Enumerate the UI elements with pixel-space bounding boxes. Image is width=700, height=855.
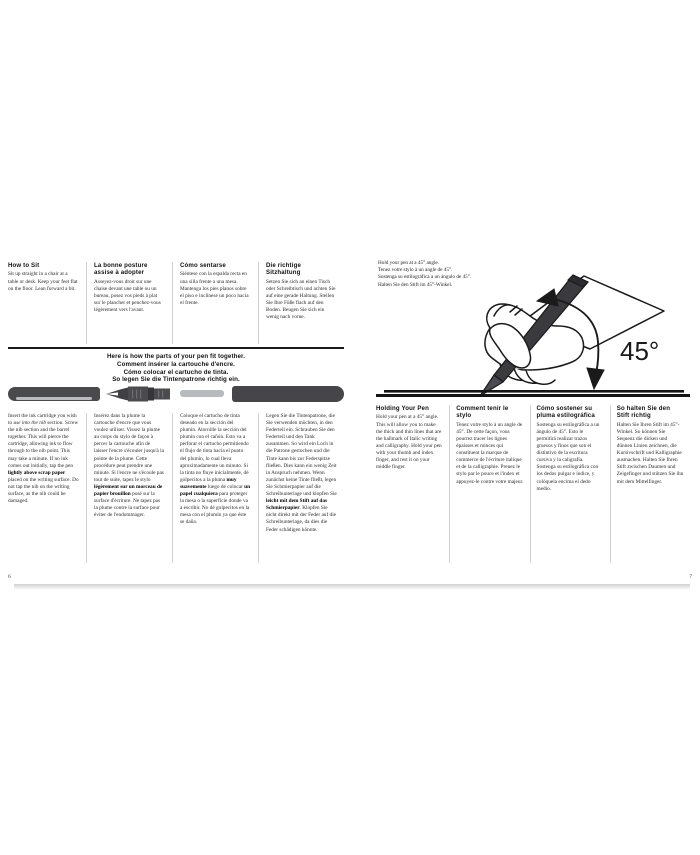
- column-body: Insérez dans la plume la cartouche d'encre que vous voulez utiliser. Vissez la plume au corps du stylo de façon à percer la cartouche afin de laisser l'encre s'écouler jusqu'à la pointe de la plume. Cette procédure peut prendre une minute. Si l'encre ne s'écoule pas tout de suite, tapez le stylo légèrement sur un morceau de papier brouillon posé sur la surface d'écriture. Ne tapez pas la plume contre la surface pour éviter de l'endommager.: [94, 413, 164, 519]
- pen-cap-band: [16, 397, 92, 400]
- parts-banner-line-es: Cómo colocar el cartucho de tinta.: [123, 368, 229, 376]
- ink-column-fr: [87, 413, 173, 563]
- column-body: Legen Sie die Tintenpatrone, die Sie verwenden möchten, in den Federteil ein. Schrauben Sie den Federteil und den Tank zusammen. So wird ein Loch in die Patrone gestochen und die Tinte kann bis zur Federspitze fließen. Dies kann ein wenig Zeit in Anspruch nehmen. Wenn zunächst keine Tinte fließt, legen Sie Schmierpapier auf die Schreibunterlage und klopfen Sie leicht mit dem Stift auf das Schmierpapier. Klopfen Sie nicht direkt mit der Feder auf die Schreibunterlage, da dies die Feder schädigen könnte.: [266, 413, 337, 533]
- parts-banner-heading: [8, 353, 344, 384]
- column-body: Siéntese con la espalda recta en una silla frente a una mesa. Mantenga los pies planos sobre el piso e inclínese un poco hacia el frente.: [180, 271, 249, 306]
- parts-banner-line-en: Here is how the parts of your pen fit together.: [106, 353, 246, 360]
- angle-caption: [378, 260, 538, 289]
- parts-banner-line-de: So legen Sie die Tintenpatrone richtig ein.: [112, 376, 240, 384]
- baseline-rule: [384, 390, 684, 393]
- column-heading: La bonne posture assise à adopter: [94, 262, 148, 277]
- spread-gutter: [352, 250, 366, 584]
- parts-banner-line-fr: Comment insérer la cartouche d'encre.: [117, 360, 235, 368]
- section-divider-rule: [8, 347, 344, 349]
- angle-caption-line-en: Hold your pen at a 45° angle.: [378, 260, 439, 266]
- column-body: Sostenga su estilográfica a un ángulo de 45°. Esto le permitirá realizar trazos gruesos y finos que son el distintivo de la escritura cursiva y la caligrafía. Sostenga su estilográfica con los dedos pulgar e índice, y colóquela encima el dedo medio.: [536, 421, 600, 492]
- column-heading: Cómo sostener su pluma estilográfica: [536, 405, 595, 420]
- ink-column-en: [8, 413, 87, 563]
- book-spread: [0, 250, 700, 590]
- spread-drop-shadow: [14, 583, 690, 590]
- how-to-sit-column-es: [173, 262, 259, 344]
- pen-exploded-diagram: [8, 383, 344, 405]
- column-body: Sit up straight in a chair at a table or desk. Keep your feet flat on the floor. Lean forward a bit.: [8, 271, 78, 292]
- holding-column-en: [376, 405, 450, 563]
- angle-label: 45°: [620, 336, 660, 366]
- how-to-sit-columns: [8, 262, 344, 344]
- column-body: Insert the ink cartridge you wish to use into the nib section. Screw the nib section and the barrel together. This will pierce the cartridge, allowing ink to flow through to the nib point. This may take a minute. If no ink comes out initially, tap the pen lightly above scrap paper placed on the writing surface. Do not tap the nib on the writing surface, as the nib could be damaged.: [8, 413, 79, 505]
- spread-pages: [0, 250, 700, 584]
- column-body: Asseyez-vous droit sur une chaise devant une table ou un bureau, posez vos pieds à plat sur le plancher et penchez-vous légèrement vers l'avant.: [94, 278, 161, 314]
- right-page: [366, 250, 700, 584]
- pen-nib-section-icon: [106, 385, 174, 403]
- how-to-sit-column-fr: [87, 262, 173, 344]
- pen-barrel-icon: [232, 386, 344, 402]
- column-body: Tenez votre stylo à un angle de 45°. De cette façon, vous pourrez tracer les lignes épaisses et minces qui constituent la marque de commerce de l'écriture italique et de la calligraphie. Prenez le stylo par le pouce et l'index et appuyez-le contre votre majeur.: [456, 421, 524, 485]
- section-divider-rule: [376, 394, 690, 397]
- page-number-right: 7: [689, 574, 692, 580]
- column-heading: Die richtige Sitzhaltung: [266, 262, 301, 277]
- holding-pen-columns: [376, 405, 690, 563]
- column-body: Coloque el cartucho de tinta deseado en la sección del plumín. Atornille la sección del plumín con el cañón. Esto va a perforar el cartucho permitiendo el flujo de tinta hacia el punto del plumín, lo cual lleva aproximadamente un minuto. Si la tinta no fluye inicialmente, dé golpecitos a la pluma muy suavemente luego de colocar un papel cualquiera para proteger la mesa o la superficie donde va a escribir. No dé golpecitos en la mesa con el plumín ya que éste se daña.: [180, 413, 251, 526]
- ink-column-de: [259, 413, 344, 563]
- column-heading: Holding Your Pen: [376, 405, 429, 412]
- page-number-left: 6: [8, 574, 11, 580]
- column-heading: Cómo sentarse: [180, 262, 226, 269]
- holding-column-de: [611, 405, 690, 563]
- column-body: Setzen Sie sich an einen Tisch oder Schreibtisch und achten Sie auf eine gerade Haltung. Stellen Sie Ihre Füße flach auf den Boden. Beugen Sie sich ein wenig nach vorne.: [266, 278, 336, 321]
- angle-caption-line-fr: Tenez votre stylo à un angle de 45°.: [378, 267, 453, 274]
- ink-cartridge-instruction-columns: [8, 413, 344, 563]
- pen-cap-icon: [8, 387, 100, 401]
- how-to-sit-column-de: [259, 262, 344, 344]
- ink-cartridge-icon: [180, 390, 224, 397]
- holding-column-fr: [450, 405, 530, 563]
- angle-caption-line-es: Sostenga su estilográfica a un ángulo de 45°.: [378, 274, 472, 281]
- column-body: Hold your pen at a 45° angle. This will allow you to make the thick and thin lines that are the hallmark of Italic writing and calligraphy. Hold your pen with your thumb and index finger, and rest it on your middle finger.: [376, 414, 442, 471]
- column-heading: How to Sit: [8, 262, 40, 269]
- column-body: Halten Sie Ihren Stift im 45°-Winkel. So können Sie Sequenz die dicken und dünnen Linien zeichnen, die Kursivschrift und Kalligraphie ausmachen. Halten Sie Ihren Stift zwischen Daumen und Zeigefinger und stützen Sie ihn mit dem Mittelfinger.: [616, 421, 684, 485]
- holding-column-es: [531, 405, 611, 563]
- angle-caption-line-de: Halten Sie den Stift im 45°-Winkel.: [378, 281, 453, 288]
- ink-column-es: [173, 413, 259, 563]
- column-heading: So halten Sie den Stift richtig: [616, 405, 671, 420]
- left-page: [0, 250, 352, 584]
- column-heading: Comment tenir le stylo: [456, 405, 509, 420]
- how-to-sit-column-en: [8, 262, 87, 344]
